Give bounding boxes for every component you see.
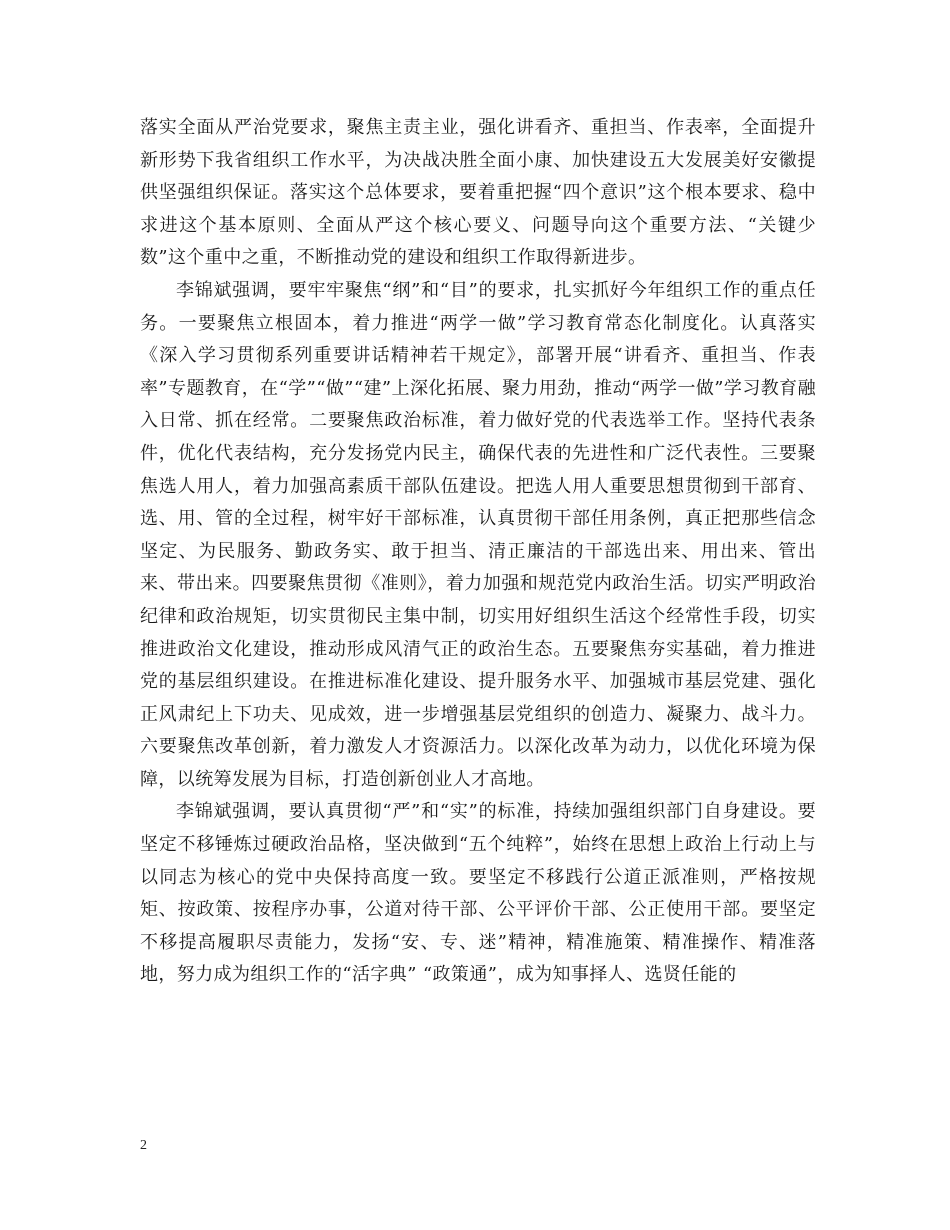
paragraph-1: 落实全面从严治党要求，聚焦主责主业，强化讲看齐、重担当、作表率，全面提升新形势下我省组织工作水平，为决战决胜全面小康、加快建设五大发展美好安徽提供坚强组织保证。落实这个总体要求，要着重把握“四个意识”这个根本要求、稳中求进这个基本原则、全面从严这个核心要义、问题导向这个重要方法、“关键少数”这个重中之重，不断推动党的建设和组织工作取得新进步。 [140,117,816,269]
document-body [140,112,816,992]
paragraph-2: 李锦斌强调，要牢牢聚焦“纲”和“目”的要求，扎实抓好今年组织工作的重点任务。一要聚焦立根固本，着力推进“两学一做”学习教育常态化制度化。认真落实《深入学习贯彻系列重要讲话精神若干规定》，部署开展“讲看齐、重担当、作表率”专题教育，在“学”“做”“建”上深化拓展、聚力用劲，推动“两学一做”学习教育融入日常、抓在经常。二要聚焦政治标准，着力做好党的代表选举工作。坚持代表条件，优化代表结构，充分发扬党内民主，确保代表的先进性和广泛代表性。三要聚焦选人用人，着力加强高素质干部队伍建设。把选人用人重要思想贯彻到干部育、选、用、管的全过程，树牢好干部标准，认真贯彻干部任用条例，真正把那些信念坚定、为民服务、勤政务实、敢于担当、清正廉洁的干部选出来、用出来、管出来、带出来。四要聚焦贯彻《准则》，着力加强和规范党内政治生活。切实严明政治纪律和政治规矩，切实贯彻民主集中制，切实用好组织生活这个经常性手段，切实推进政治文化建设，推动形成风清气正的政治生态。五要聚焦夯实基础，着力推进党的基层组织建设。在推进标准化建设、提升服务水平、加强城市基层党建、强化正风肃纪上下功夫、见成效，进一步增强基层党组织的创造力、凝聚力、战斗力。六要聚焦改革创新，着力激发人才资源活力。以深化改革为动力，以优化环境为保障，以统筹发展为目标，打造创新创业人才高地。 [140,279,816,790]
paragraph-3: 李锦斌强调，要认真贯彻“严”和“实”的标准，持续加强组织部门自身建设。要坚定不移锤炼过硬政治品格，坚决做到“五个纯粹”，始终在思想上政治上行动上与以同志为核心的党中央保持高度一致。要坚定不移践行公道正派准则，严格按规矩、按政策、按程序办事，公道对待干部、公平评价干部、公正使用干部。要坚定不移提高履职尽责能力，发扬“安、专、迷”精神，精准施策、精准操作、精准落地，努力成为组织工作的“活字典” “政策通”，成为知事择人、选贤任能的 [140,801,816,986]
page-number: 2 [140,1138,147,1153]
